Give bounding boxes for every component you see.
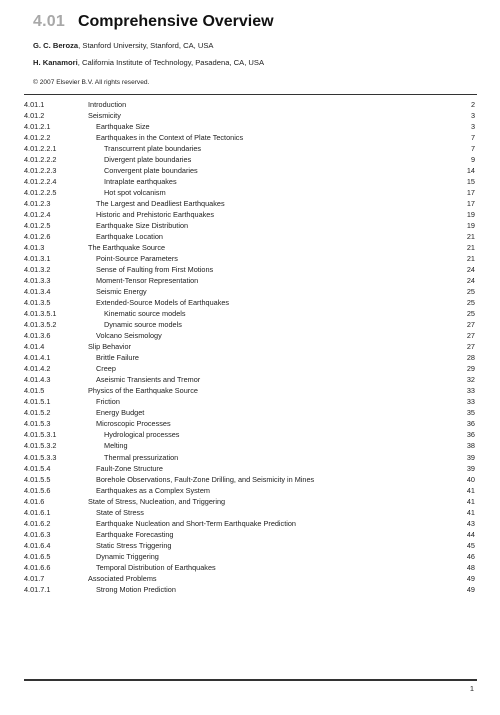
toc-section-number: 4.01.2.2 [24, 133, 51, 143]
toc-page-number: 49 [466, 573, 475, 583]
toc-section-number: 4.01.7.1 [24, 584, 51, 594]
toc-section-number: 4.01.5.6 [24, 485, 51, 495]
toc-page-number: 7 [470, 144, 475, 154]
toc-section-title[interactable]: Physics of the Earthquake Source [88, 386, 198, 396]
toc-section-title[interactable]: Aseismic Transients and Tremor [96, 375, 201, 385]
author-affiliation: , California Institute of Technology, Pasadena, CA, USA [77, 58, 265, 67]
toc-page-number: 3 [470, 111, 475, 121]
toc-section-number: 4.01.3 [24, 243, 45, 253]
toc-page-number: 33 [466, 397, 475, 407]
toc-section-number: 4.01.3.5 [24, 298, 51, 308]
page-number: 1 [469, 684, 474, 693]
toc-section-number: 4.01.2 [24, 111, 45, 121]
toc-entry[interactable] [24, 396, 477, 407]
toc-page-number: 41 [466, 485, 475, 495]
toc-section-title[interactable]: Earthquake Nucleation and Short-Term Earthquake Prediction [96, 518, 296, 528]
toc-entry[interactable] [24, 231, 477, 242]
toc-entry[interactable] [24, 308, 477, 319]
toc-section-number: 4.01.3.5.2 [24, 320, 57, 330]
toc-page-number: 39 [466, 463, 475, 473]
toc-entry[interactable] [24, 220, 477, 231]
toc-entry[interactable] [24, 374, 477, 385]
toc-entry[interactable] [24, 253, 477, 264]
toc-entry[interactable] [24, 352, 477, 363]
toc-section-number: 4.01.3.6 [24, 331, 51, 341]
toc-page-number: 9 [470, 155, 475, 165]
toc-section-title[interactable]: Extended-Source Models of Earthquakes [96, 298, 230, 308]
toc-page-number: 39 [466, 452, 475, 462]
toc-entry[interactable] [24, 264, 477, 275]
toc-section-number: 4.01.5 [24, 386, 45, 396]
toc-entry[interactable] [24, 154, 477, 165]
toc-entry[interactable] [24, 463, 477, 474]
toc-section-title[interactable]: Fault-Zone Structure [96, 463, 163, 473]
toc-entry[interactable] [24, 584, 477, 595]
toc-entry[interactable] [24, 132, 477, 143]
toc-entry[interactable] [24, 99, 477, 110]
toc-page-number: 48 [466, 562, 475, 572]
toc-section-title[interactable]: Earthquakes in the Context of Plate Tectonics [96, 133, 244, 143]
toc-page-number: 41 [466, 507, 475, 517]
toc-entry[interactable] [24, 176, 477, 187]
toc-section-title[interactable]: Static Stress Triggering [96, 540, 172, 550]
toc-page-number: 17 [466, 199, 475, 209]
toc-section-number: 4.01.2.3 [24, 199, 51, 209]
toc-section-number: 4.01.6.2 [24, 518, 51, 528]
toc-page-number: 33 [466, 386, 475, 396]
toc-entry[interactable] [24, 507, 477, 518]
author-name: G. C. Beroza [33, 41, 79, 50]
toc-page-number: 28 [466, 353, 475, 363]
toc-entry[interactable] [24, 143, 477, 154]
toc-section-title[interactable]: State of Stress, Nucleation, and Triggering [88, 496, 226, 506]
toc-section-number: 4.01.2.2.5 [24, 188, 57, 198]
toc-page-number: 15 [466, 177, 475, 187]
toc-page-number: 25 [466, 298, 475, 308]
toc-section-title[interactable]: Temporal Distribution of Earthquakes [96, 562, 216, 572]
toc-section-title[interactable]: Earthquake Forecasting [96, 529, 174, 539]
toc-section-title[interactable]: Associated Problems [88, 573, 157, 583]
toc-page-number: 38 [466, 441, 475, 451]
toc-section-number: 4.01.2.5 [24, 221, 51, 231]
toc-section-title[interactable]: State of Stress [96, 507, 144, 517]
toc-section-title[interactable]: Sense of Faulting from First Motions [96, 265, 214, 275]
toc-page-number: 3 [470, 122, 475, 132]
toc-section-title[interactable]: Creep [96, 364, 116, 374]
toc-entry[interactable] [24, 573, 477, 584]
toc-entry[interactable] [24, 485, 477, 496]
toc-page-number: 17 [466, 188, 475, 198]
toc-section-title[interactable]: Dynamic source models [104, 320, 182, 330]
toc-section-number: 4.01.2.1 [24, 122, 51, 132]
toc-section-number: 4.01.2.4 [24, 210, 51, 220]
toc-section-title[interactable]: Seismicity [88, 111, 121, 121]
toc-section-title[interactable]: Hot spot volcanism [104, 188, 166, 198]
toc-entry[interactable] [24, 474, 477, 485]
toc-section-number: 4.01.3.2 [24, 265, 51, 275]
toc-page-number: 27 [466, 342, 475, 352]
toc-section-number: 4.01.5.2 [24, 408, 51, 418]
toc-section-title[interactable]: Historic and Prehistoric Earthquakes [96, 210, 215, 220]
toc-section-title[interactable]: Point-Source Parameters [96, 254, 178, 264]
toc-entry[interactable] [24, 496, 477, 507]
toc-page-number: 43 [466, 518, 475, 528]
toc-entry[interactable] [24, 165, 477, 176]
toc-section-number: 4.01.5.5 [24, 474, 51, 484]
toc-section-title[interactable]: Kinematic source models [104, 309, 186, 319]
toc-section-number: 4.01.3.1 [24, 254, 51, 264]
toc-page-number: 19 [466, 210, 475, 220]
toc-page-number: 45 [466, 540, 475, 550]
copyright-notice: © 2007 Elsevier B.V. All rights reserved. [33, 79, 150, 86]
toc-section-number: 4.01.5.3 [24, 419, 51, 429]
toc-entry[interactable] [24, 407, 477, 418]
toc-entry[interactable] [24, 540, 477, 551]
author-line [33, 58, 264, 67]
toc-section-title[interactable]: The Largest and Deadliest Earthquakes [96, 199, 225, 209]
toc-section-number: 4.01.1 [24, 100, 45, 109]
toc-section-title[interactable]: Melting [104, 441, 128, 451]
toc-page-number: 19 [466, 221, 475, 231]
toc-section-number: 4.01.2.2.1 [24, 144, 57, 154]
toc-entry[interactable] [24, 330, 477, 341]
toc-entry[interactable] [24, 518, 477, 529]
toc-entry[interactable] [24, 341, 477, 352]
toc-section-number: 4.01.4.1 [24, 353, 51, 363]
toc-section-number: 4.01.6.6 [24, 562, 51, 572]
toc-page-number: 14 [466, 166, 475, 176]
toc-section-number: 4.01.3.3 [24, 276, 51, 286]
toc-page-number: 7 [470, 133, 475, 143]
toc-page-number: 25 [466, 309, 475, 319]
toc-entry[interactable] [24, 418, 477, 429]
toc-section-number: 4.01.6.3 [24, 529, 51, 539]
toc-section-title[interactable]: Slip Behavior [88, 342, 131, 352]
toc-section-number: 4.01.2.2.4 [24, 177, 57, 187]
table-of-contents [24, 99, 477, 595]
toc-page-number: 49 [466, 584, 475, 594]
toc-page-number: 32 [466, 375, 475, 385]
toc-entry[interactable] [24, 363, 477, 374]
toc-section-title[interactable]: Volcano Seismology [96, 331, 162, 341]
toc-section-title[interactable]: Earthquake Size [96, 122, 150, 132]
toc-section-number: 4.01.6.4 [24, 540, 51, 550]
toc-page-number: 21 [466, 232, 475, 242]
toc-section-title[interactable]: Thermal pressurization [104, 452, 179, 462]
toc-page-number: 46 [466, 551, 475, 561]
toc-section-number: 4.01.4.3 [24, 375, 51, 385]
toc-section-title[interactable]: Moment-Tensor Representation [96, 276, 199, 286]
toc-entry[interactable] [24, 429, 477, 440]
toc-section-number: 4.01.6 [24, 496, 45, 506]
toc-page-number: 40 [466, 474, 475, 484]
toc-section-title[interactable]: Intraplate earthquakes [104, 177, 177, 187]
toc-section-number: 4.01.6.1 [24, 507, 51, 517]
toc-section-title[interactable]: Convergent plate boundaries [104, 166, 198, 176]
toc-page-number: 36 [466, 419, 475, 429]
toc-section-number: 4.01.3.4 [24, 287, 51, 297]
author-affiliation: , Stanford University, Stanford, CA, USA [78, 41, 214, 50]
toc-section-title[interactable]: Earthquakes as a Complex System [96, 485, 210, 495]
toc-entry[interactable] [24, 209, 477, 220]
toc-page-number: 24 [466, 276, 475, 286]
toc-section-title[interactable]: Strong Motion Prediction [96, 584, 176, 594]
toc-section-number: 4.01.2.2.3 [24, 166, 57, 176]
toc-entry[interactable] [24, 529, 477, 540]
toc-section-number: 4.01.4.2 [24, 364, 51, 374]
toc-page-number: 35 [466, 408, 475, 418]
toc-entry[interactable] [24, 110, 477, 121]
toc-section-number: 4.01.7 [24, 573, 45, 583]
toc-page-number: 2 [470, 100, 475, 109]
author-name: H. Kanamori [33, 58, 78, 67]
toc-entry[interactable] [24, 286, 477, 297]
toc-section-title[interactable]: Seismic Energy [96, 287, 147, 297]
top-divider [24, 94, 477, 95]
toc-section-number: 4.01.2.2.2 [24, 155, 57, 165]
toc-section-number: 4.01.5.4 [24, 463, 51, 473]
toc-entry[interactable] [24, 440, 477, 451]
toc-entry[interactable] [24, 187, 477, 198]
toc-entry[interactable] [24, 385, 477, 396]
toc-section-number: 4.01.4 [24, 342, 45, 352]
chapter-number: 4.01 [33, 13, 65, 30]
toc-section-number: 4.01.2.6 [24, 232, 51, 242]
toc-section-title[interactable]: Microscopic Processes [96, 419, 171, 429]
toc-section-title[interactable]: Borehole Observations, Fault-Zone Drilling, and Seismicity in Mines [96, 474, 315, 484]
toc-entry[interactable] [24, 121, 477, 132]
toc-page-number: 44 [466, 529, 475, 539]
chapter-title: Comprehensive Overview [77, 13, 274, 30]
toc-section-number: 4.01.5.3.1 [24, 430, 57, 440]
toc-section-title[interactable]: Friction [96, 397, 120, 407]
toc-section-number: 4.01.6.5 [24, 551, 51, 561]
toc-section-number: 4.01.5.1 [24, 397, 51, 407]
toc-page-number: 25 [466, 287, 475, 297]
toc-section-title[interactable]: Energy Budget [96, 408, 145, 418]
toc-section-title[interactable]: Introduction [88, 100, 127, 109]
author-line [33, 41, 214, 50]
chapter-heading [33, 13, 274, 31]
toc-entry[interactable] [24, 198, 477, 209]
toc-entry[interactable] [24, 319, 477, 330]
toc-entry[interactable] [24, 275, 477, 286]
toc-page-number: 41 [466, 496, 475, 506]
toc-page-number: 29 [466, 364, 475, 374]
toc-entry[interactable] [24, 452, 477, 463]
toc-section-number: 4.01.3.5.1 [24, 309, 57, 319]
toc-entry[interactable] [24, 242, 477, 253]
toc-section-title[interactable]: The Earthquake Source [88, 243, 166, 253]
toc-page-number: 21 [466, 254, 475, 264]
toc-page-number: 21 [466, 243, 475, 253]
toc-entry[interactable] [24, 562, 477, 573]
toc-section-title[interactable]: Hydrological processes [104, 430, 180, 440]
toc-section-title[interactable]: Transcurrent plate boundaries [104, 144, 202, 154]
toc-section-title[interactable]: Dynamic Triggering [96, 551, 159, 561]
toc-section-title[interactable]: Divergent plate boundaries [104, 155, 192, 165]
toc-page-number: 27 [466, 320, 475, 330]
toc-section-number: 4.01.5.3.2 [24, 441, 57, 451]
toc-page-number: 36 [466, 430, 475, 440]
toc-entry[interactable] [24, 551, 477, 562]
toc-section-number: 4.01.5.3.3 [24, 452, 57, 462]
bottom-divider [24, 679, 477, 681]
toc-entry[interactable] [24, 297, 477, 308]
toc-page-number: 24 [466, 265, 475, 275]
toc-section-title[interactable]: Brittle Failure [96, 353, 139, 363]
toc-page-number: 27 [466, 331, 475, 341]
toc-section-title[interactable]: Earthquake Location [96, 232, 163, 242]
toc-section-title[interactable]: Earthquake Size Distribution [96, 221, 189, 231]
